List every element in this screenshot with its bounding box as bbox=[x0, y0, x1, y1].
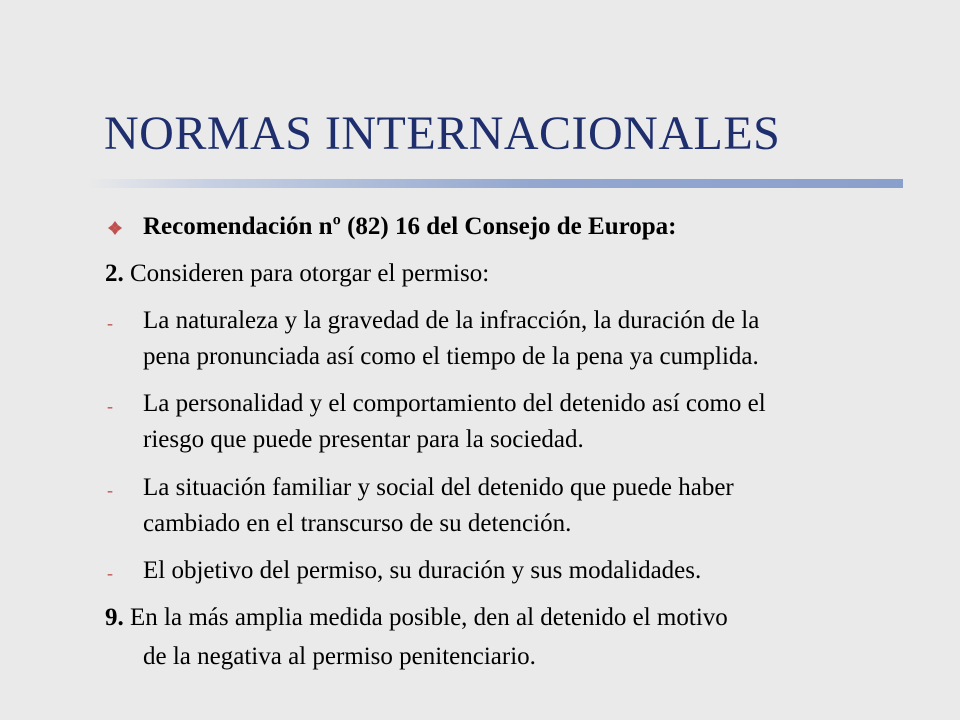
point-9-number: 9. bbox=[105, 604, 124, 631]
point-2-text: Consideren para otorgar el permiso: bbox=[123, 260, 490, 287]
point-2-number: 2. bbox=[105, 260, 124, 287]
point-2 bbox=[105, 258, 489, 290]
point-9-line-2: de la negativa al permiso penitenciario. bbox=[143, 643, 536, 670]
dash-bullet-icon: - bbox=[107, 563, 113, 583]
dash-bullet-icon: - bbox=[107, 396, 113, 416]
item-4-line-1: El objetivo del permiso, su duración y sus modalidades. bbox=[143, 557, 702, 584]
item-2-line-2: riesgo que puede presentar para la sociedad. bbox=[143, 426, 584, 453]
dash-bullet-icon: - bbox=[107, 313, 113, 333]
point-9-text: En la más amplia medida posible, den al detenido el motivo bbox=[123, 604, 728, 631]
item-3-line-1: La situación familiar y social del detenido que puede haber bbox=[143, 474, 734, 501]
point-9-line-1 bbox=[105, 602, 728, 634]
slide-title: NORMAS INTERNACIONALES bbox=[104, 107, 781, 160]
item-1-line-2: pena pronunciada así como el tiempo de la pena ya cumplida. bbox=[143, 343, 759, 370]
diamond-bullet-icon bbox=[107, 212, 123, 244]
item-3-line-2: cambiado en el transcurso de su detención. bbox=[143, 510, 572, 537]
dash-bullet-icon: - bbox=[107, 480, 113, 500]
recommendation-heading: Recomendación nº (82) 16 del Consejo de Europa: bbox=[143, 213, 677, 240]
item-1-line-1: La naturaleza y la gravedad de la infracción, la duración de la bbox=[143, 307, 760, 334]
item-2-line-1: La personalidad y el comportamiento del detenido así como el bbox=[143, 390, 766, 417]
